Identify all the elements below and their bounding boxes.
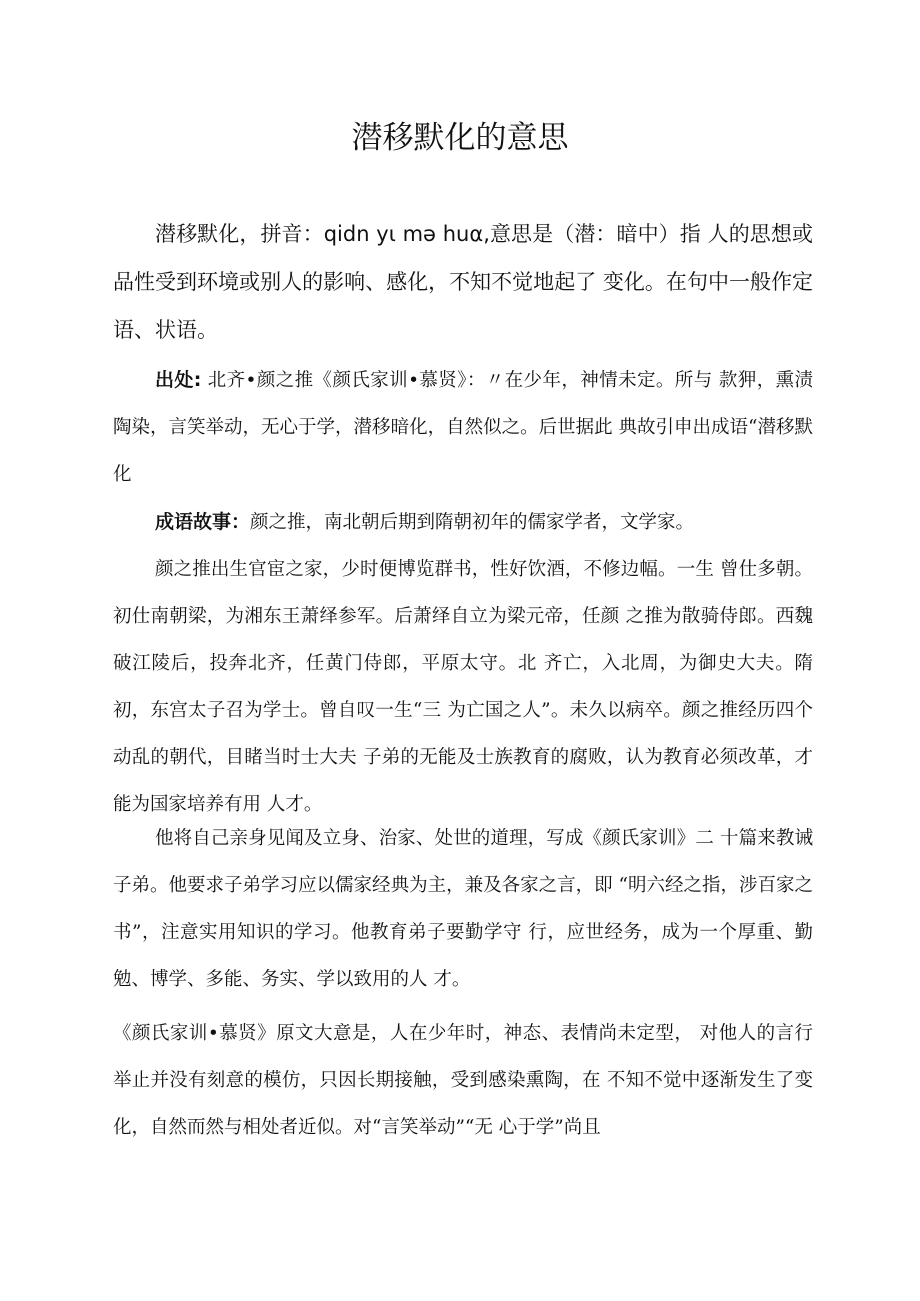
original-meaning-paragraph: 《颜氏家训•慕贤》原文大意是，人在少年时，神态、表情尚未定型， 对他人的言行举止并没有刻意的模仿，只因长期接触，受到感染熏陶，在 不知不觉中逐渐发生了变化，自然而然与相处者近似。对“言笑举动”“无 心于学”尚且 [113,1023,813,1138]
biography-paragraph: 颜之推出生官宦之家，少时便博览群书，性好饮酒，不修边幅。一生 曾仕多朝。初仕南朝梁，为湘东王萧绎参军。后萧绎自立为梁元帝，任颜 之推为散骑侍郎。西魏破江陵后，投奔北齐，任黄门侍郎，平原太守。北 齐亡，入北周，为御史大夫。隋初，东宫太子召为学士。曾自叹一生“三 为亡国之人”。未久以病卒。颜之推经历四个动乱的朝代，目睹当时士大夫 子弟的无能及士族教育的腐败，认为教育必须改革，才能为国家培养有用 人才。 [113,559,813,815]
source-text: 北齐•颜之推《颜氏家训•慕贤》：〃在少年，神情未定。所与 款狎，熏渍陶染，言笑举动，无心于学，潜移暗化，自然似之。后世据此 典故引申出成语“潜移默化 [113,370,813,485]
source-paragraph [113,357,813,498]
story-label: 成语故事： [155,511,251,533]
story-paragraph [113,499,813,546]
works-paragraph: 他将自己亲身见闻及立身、治家、处世的道理，写成《颜氏家训》二 十篇来教诫子弟。他要求子弟学习应以儒家经典为主，兼及各家之言，即 “明六经之指，涉百家之书”，注意实用知识的学习。他教育弟子要勤学守 行，应世经务，成为一个厚重、勤勉、博学、多能、务实、学以致用的人 才。 [113,828,813,990]
page-title: 潜移默化的意思 [351,120,569,156]
story-text: 颜之推，南北朝后期到隋朝初年的儒家学者，文学家。 [250,512,695,533]
intro-paragraph: 潜移默化，拼音：qidn yι mə huα,意思是（潜：暗中）指 人的思想或品性受到环境或别人的影响、感化，不知不觉地起了 变化。在句中一般作定语、状语。 [113,222,813,342]
source-label: 出处: [155,369,202,391]
